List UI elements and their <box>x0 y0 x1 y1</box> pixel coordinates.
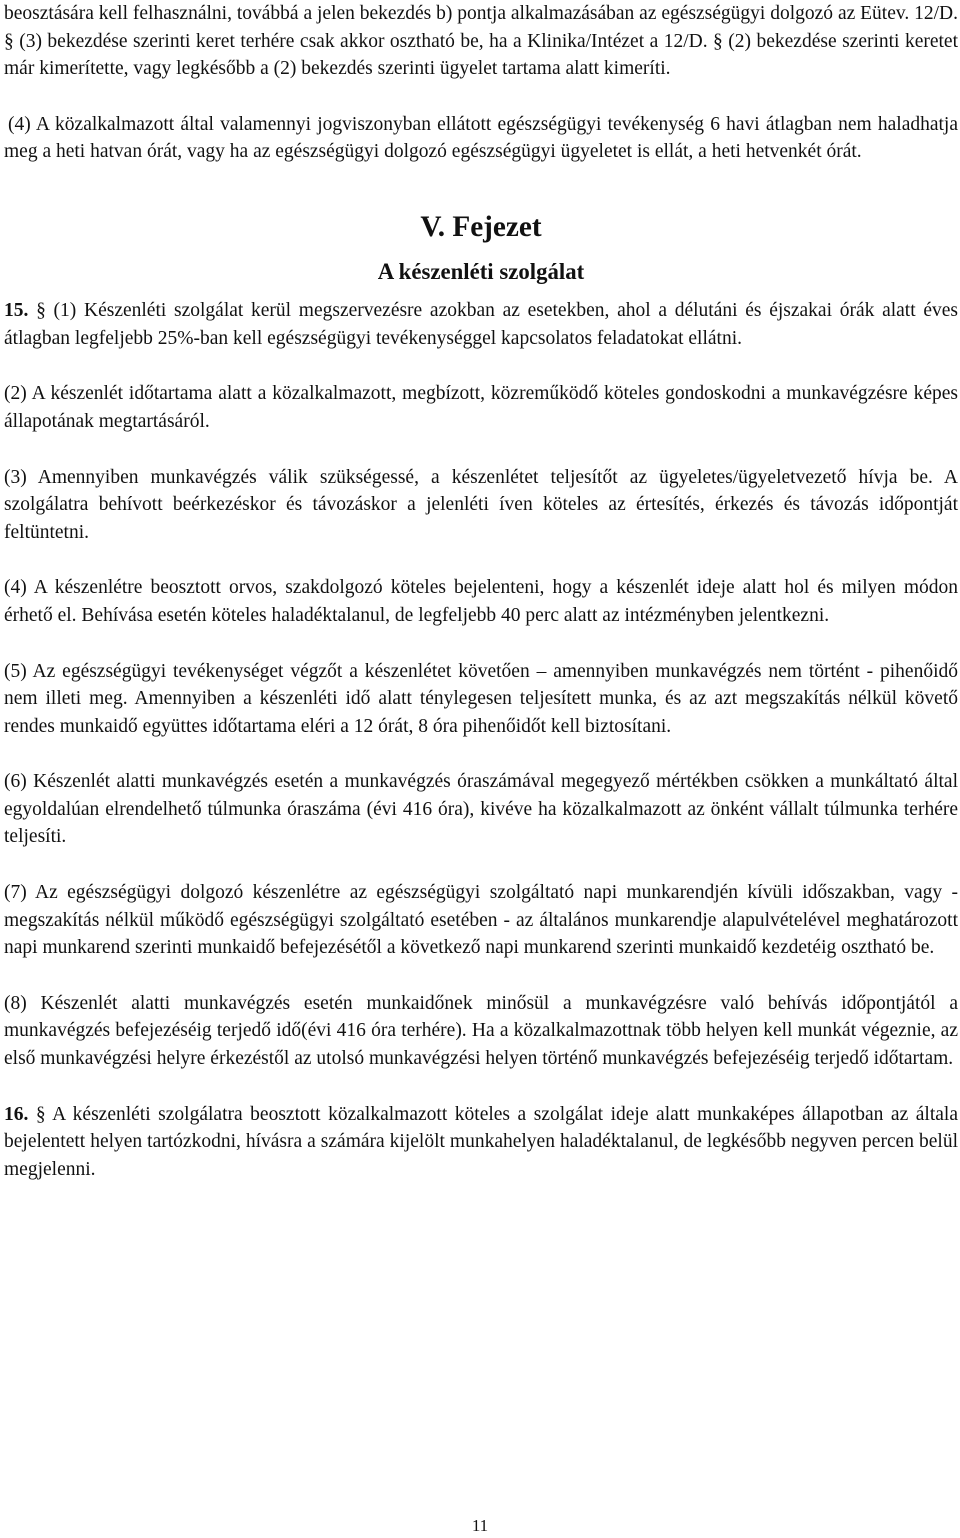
section-15-paragraph-7: (7) Az egészségügyi dolgozó készenlétre az egészségügyi szolgáltató napi munkarendjén kívüli időszakban, vagy - megszakítás nélkül működő egészségügyi szolgáltató esetében - az általános munkarendje alapulvételével meghatározott napi munkarend szerinti munkaidő befejezésétől a következő napi munkarend szerinti munkaidő kezdetéig osztható be. <box>4 882 958 959</box>
section-15-paragraph-3: (3) Amennyiben munkavégzés válik szükségessé, a készenlétet teljesítőt az ügyeletes/ügyeletvezető hívja be. A szolgálatra behívott beérkezéskor és távozáskor a jelenléti íven köteles az értesítés, érkezés és távozás időpontját feltüntetni. <box>4 466 958 543</box>
document-page <box>4 0 958 1183</box>
page-number: 11 <box>471 1516 489 1535</box>
section-16-paragraph <box>4 1101 958 1184</box>
chapter-heading: V. Fejezet <box>420 210 542 243</box>
section-number: 16. <box>4 1103 29 1125</box>
section-number: 15. <box>4 300 29 322</box>
paragraph-continuation: beosztására kell felhasználni, továbbá a jelen bekezdés b) pontja alkalmazásában az egészségügyi dolgozó az Eütev. 12/D. § (3) bekezdése szerinti keret terhére csak akkor osztható be, ha a Klinika/Intézet a 12/D. § (2) bekezdése szerinti keretet már kimerítette, vagy legkésőbb a (2) bekezdés szerinti ügyelet tartama alatt kimeríti. <box>4 3 958 80</box>
section-15-paragraph-6: (6) Készenlét alatti munkavégzés esetén a munkavégzés óraszámával megegyező mértékben csökken a munkáltató által egyoldalúan elrendelhető túlmunka óraszáma (évi 416 óra), kivéve ha közalkalmazott az önként vállalt túlmunka terhére teljesíti. <box>4 771 958 848</box>
section-15-paragraph-1 <box>4 297 958 352</box>
section-15-paragraph-8: (8) Készenlét alatti munkavégzés esetén munkaidőnek minősül a munkavégzésre való behívás időpontjától a munkavégzés befejezéséig terjedő idő(évi 416 óra terhére). Ha a közalkalmazottnak több helyen kell munkát végeznie, az első munkavégzési helyre érkezéstől az utolsó munkavégzési helyen történő munkavégzés befejezéséig terjedő időtartam. <box>4 992 958 1070</box>
section-16-text: § A készenléti szolgálatra beosztott közalkalmazott köteles a szolgálat ideje alatt munkaképes állapotban az általa bejelentett helyen tartózkodni, hívásra a számára kijelölt munkahelyen haladéktalanul, de legkésőbb negyven percen belül megjelenni. <box>4 1103 958 1180</box>
section-15-text: § (1) Készenléti szolgálat kerül megszervezésre azokban az esetekben, ahol a délutáni és éjszakai órák alatt éves átlagban legfeljebb 25%-ban kell egészségügyi tevékenységgel kapcsolatos feladatokat ellátni. <box>4 300 958 349</box>
section-15-paragraph-5: (5) Az egészségügyi tevékenységet végzőt a készenlétet követően – amennyiben munkavégzés nem történt - pihenőidő nem illeti meg. Amennyiben a készenléti idő alatt ténylegesen teljesített munka, és az azt megszakítás nélkül követő rendes munkaidő együttes időtartama eléri a 12 órát, 8 óra pihenőidőt kell biztosítani. <box>4 660 958 737</box>
paragraph-4: (4) A közalkalmazott által valamennyi jogviszonyban ellátott egészségügyi tevékenység 6 havi átlagban nem haladhatja meg a heti hatvan órát, vagy ha az egészségügyi dolgozó egészségügyi ügyeletet is ellát, a heti hetvenkét órát. <box>4 113 958 163</box>
section-15-paragraph-2: (2) A készenlét időtartama alatt a közalkalmazott, megbízott, közreműködő köteles gondoskodni a munkavégzésre képes állapotának megtartásáról. <box>4 383 958 432</box>
chapter-title: A készenléti szolgálat <box>377 258 585 284</box>
section-15-paragraph-4: (4) A készenlétre beosztott orvos, szakdolgozó köteles bejelenteni, hogy a készenlét ideje alatt hol és milyen módon érhető el. Behívása esetén köteles haladéktalanul, de legfeljebb 40 perc alatt az intézményben jelentkezni. <box>4 577 958 626</box>
